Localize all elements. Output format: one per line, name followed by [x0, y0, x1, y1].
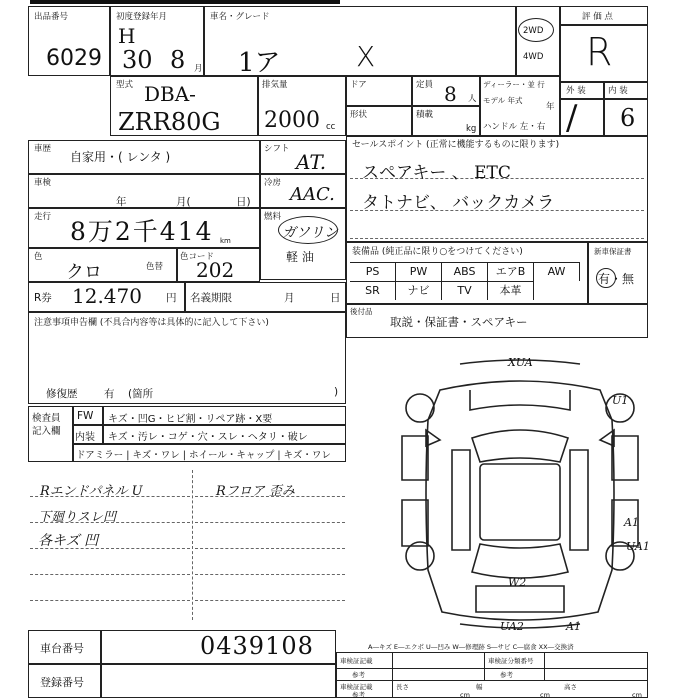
grade-value: X — [356, 40, 376, 73]
int-value: 6 — [620, 104, 636, 132]
disp-label: 排気量 — [262, 80, 288, 90]
reg-month: 8 — [170, 46, 186, 74]
mark-ua2: UA2 — [500, 620, 524, 633]
length-cm: cm — [460, 691, 470, 699]
inspector-fw: FW — [77, 410, 94, 422]
reg-year: 30 — [122, 46, 153, 74]
form-label: 形状 — [350, 110, 368, 120]
score-value: R — [586, 30, 613, 74]
inspect-cell — [28, 174, 260, 208]
name-label: 車名・グレード — [210, 12, 270, 22]
ext-value: / — [566, 98, 578, 138]
ext-int-split — [603, 82, 605, 136]
inspector-split — [72, 406, 74, 462]
drive-2wd: 2WD — [523, 26, 544, 36]
fuel-label: 燃料 — [264, 212, 282, 222]
reg-label: 初度登録年月 — [116, 12, 168, 22]
width-label: 幅 — [476, 683, 483, 691]
inspect-day: 日) — [236, 196, 251, 208]
use-label: 車歴 — [34, 144, 52, 154]
reg-month-unit: 月 — [194, 64, 203, 74]
repair-value: 有 — [104, 388, 115, 400]
model-prefix: DBA- — [144, 82, 196, 106]
ref-label-3: 参考 — [352, 691, 365, 699]
recycle-unit: 円 — [166, 292, 177, 304]
title-day: 日 — [330, 292, 341, 304]
inspector-fw-items: キズ・凹G・ヒビ割・リペア跡・X要 — [108, 414, 273, 425]
remark-line-4: Rフロア 歪み — [216, 484, 295, 499]
category-label: 車検証分類番号 — [488, 657, 534, 665]
car-diagram — [380, 350, 680, 640]
ib-split-3 — [544, 652, 545, 680]
mileage-label: 走行 — [34, 212, 52, 222]
inspect-year: 年 — [116, 196, 127, 208]
damage-legend: A―キズ E―エクボ U―凹み W―修理跡 S―サビ C―腐食 XX―交換済 — [368, 643, 574, 651]
mark-ua1: UA1 — [626, 540, 650, 553]
remark-rule-10 — [195, 600, 345, 601]
inspector-split-2 — [102, 406, 104, 444]
ib-split-1 — [392, 652, 393, 698]
cap-unit: 人 — [468, 94, 477, 104]
cap-value: 8 — [444, 82, 457, 106]
inspector-label: 検査員 記入欄 — [32, 413, 61, 437]
warranty-label: 新車保証書 — [594, 247, 632, 256]
equipment-item: ナビ — [396, 281, 442, 300]
inspect-book-label: 車検証記載 — [340, 657, 373, 665]
sales-label: セールスポイント (正常に機能するものに限ります) — [352, 140, 560, 150]
remark-rule-9 — [195, 574, 345, 575]
load-label: 積載 — [416, 110, 434, 120]
mark-xua: XUA — [508, 356, 533, 369]
remark-line-3: 各キズ 凹 — [38, 533, 99, 549]
warranty-value: 有・無 — [598, 272, 635, 286]
inspect-book-label-2: 車検証記載 — [340, 683, 373, 691]
model-year-label: モデル 年式 — [483, 96, 523, 105]
mark-a1-side: A1 — [624, 516, 639, 529]
warranty-circle — [596, 268, 616, 288]
color-code-label: 色コード — [180, 252, 215, 262]
ref-label-2: 参考 — [500, 671, 513, 679]
inspect-month: 月( — [176, 196, 191, 208]
height-cm: cm — [632, 691, 642, 699]
width-cm: cm — [540, 691, 550, 699]
reg-era: H — [118, 24, 136, 48]
sales-line-2: タトナビ、 バックカメラ — [362, 193, 555, 213]
equipment-item: AW — [534, 262, 580, 281]
length-label: 長さ — [396, 683, 409, 691]
door-label: ドア — [350, 80, 367, 90]
year-unit: 年 — [546, 102, 555, 112]
mileage-value: 8万2千414 — [70, 217, 214, 246]
scan-edge — [30, 0, 340, 4]
inspector-rule-2 — [72, 443, 346, 445]
ib-rule-1 — [336, 668, 648, 669]
equipment-item: エアB — [488, 262, 534, 281]
after-label: 後付品 — [350, 307, 373, 316]
score-label: 評 価 点 — [582, 12, 613, 22]
remark-rule-5 — [30, 600, 190, 601]
remark-rule-7 — [195, 522, 345, 523]
equipment-item: SR — [350, 281, 396, 300]
remark-line-2: 下廻りスレ凹 — [38, 510, 117, 525]
ac-value: AAC. — [290, 184, 335, 205]
inspector-mirror-row: ドアミラー | キズ・ワレ | ホイール・キャップ | キズ・ワレ — [76, 450, 331, 461]
name-value: 1ア — [238, 48, 281, 78]
drive-2wd-circle — [518, 18, 554, 42]
equip-label: 装備品 (純正品に限り○をつけてください) — [352, 247, 523, 257]
model-value: ZRR80G — [118, 108, 221, 136]
use-value: 自家用・( レンタ ) — [70, 150, 171, 164]
notes-label: 注意事項申告欄 (不具合内容等は具体的に記入して下さい) — [34, 318, 269, 328]
lot-number: 6029 — [46, 46, 102, 71]
equipment-item: TV — [442, 281, 488, 300]
after-value: 取説・保証書・スペアキー — [390, 315, 528, 329]
model-label: 型式 — [116, 80, 134, 90]
inspector-int: 内装 — [75, 432, 95, 443]
mark-a1-rear: A1 — [566, 620, 581, 633]
equipment-item: ABS — [442, 262, 488, 281]
title-label: 名義期限 — [190, 292, 232, 304]
sales-line-1: スペアキー 、 ETC — [362, 163, 511, 183]
color-code-value: 202 — [196, 258, 235, 282]
lot-label: 出品番号 — [34, 12, 69, 22]
load-unit: kg — [466, 124, 477, 134]
remark-rule-4 — [30, 574, 190, 575]
repair-close: ) — [334, 386, 339, 398]
color-label: 色 — [34, 252, 43, 262]
disp-value: 2000 — [264, 108, 320, 133]
chassis-label: 車台番号 — [40, 642, 84, 655]
sales-rule-3 — [350, 238, 644, 239]
chassis-value: 0439108 — [200, 632, 314, 660]
drive-4wd: 4WD — [523, 52, 544, 62]
fuel-value: ガソリン — [282, 225, 338, 241]
ext-label: 外 装 — [566, 86, 586, 96]
height-label: 高さ — [564, 683, 577, 691]
mileage-unit: km — [220, 237, 231, 245]
ib-rule-2 — [336, 680, 648, 681]
equipment-item: 本革 — [488, 281, 534, 300]
recycle-label: R券 — [34, 292, 52, 304]
remark-rule-8 — [195, 548, 345, 549]
repair-part: (箇所 — [128, 388, 154, 400]
mark-u1: U1 — [612, 394, 629, 407]
repair-label: 修復歴 — [46, 388, 78, 400]
shift-value: AT. — [296, 150, 327, 174]
dealer-label: ディーラー・並 行 — [483, 80, 545, 89]
color-value: クロ — [66, 262, 102, 283]
fuel-circle — [278, 216, 338, 244]
fuel-sub: 軽 油 — [286, 250, 314, 264]
equipment-item: PS — [350, 262, 396, 281]
score-divider — [560, 24, 648, 26]
reg-no-label: 登録番号 — [40, 676, 84, 689]
recycle-split — [184, 282, 186, 312]
shift-label: シフト — [264, 144, 290, 154]
mark-w2: W2 — [508, 576, 527, 589]
int-label: 内 装 — [608, 86, 628, 96]
color-split — [176, 248, 178, 282]
ac-label: 冷房 — [264, 178, 282, 188]
title-month: 月 — [284, 292, 295, 304]
remark-line-1: Rエンドパネル U — [40, 484, 143, 499]
ib-split-2 — [484, 652, 485, 680]
equipment-item: PW — [396, 262, 442, 281]
remark-col-split — [192, 470, 193, 620]
inspector-int-items: キズ・汚レ・コゲ・穴・スレ・ヘタリ・破レ — [108, 432, 308, 443]
color-change-label: 色替 — [146, 262, 164, 272]
recycle-value: 12.470 — [72, 284, 142, 308]
ref-label-1: 参考 — [352, 671, 365, 679]
handle-label: ハンドル 左・右 — [483, 122, 546, 132]
disp-unit: cc — [326, 122, 336, 132]
cap-label: 定員 — [416, 80, 434, 90]
inspect-label: 車検 — [34, 178, 52, 188]
